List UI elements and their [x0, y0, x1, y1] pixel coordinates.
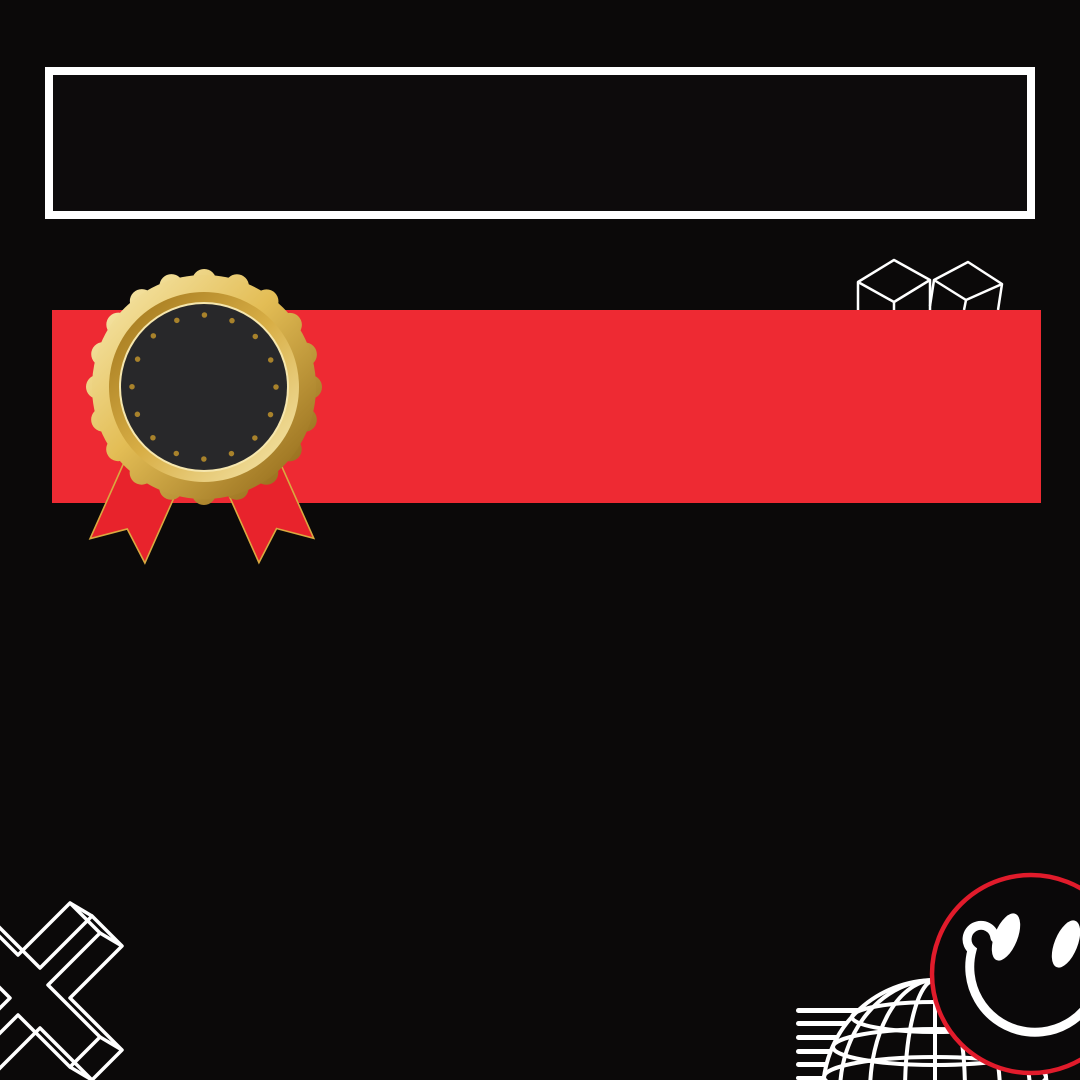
gold-seal-30-days-icon — [60, 250, 350, 580]
extended-warranty-heading-row — [0, 586, 1080, 604]
starfield-speckles — [53, 75, 1027, 211]
wireframe-x-icon — [0, 903, 122, 1080]
wireframe-cubes-icon — [858, 260, 1002, 312]
title-box — [45, 67, 1035, 219]
